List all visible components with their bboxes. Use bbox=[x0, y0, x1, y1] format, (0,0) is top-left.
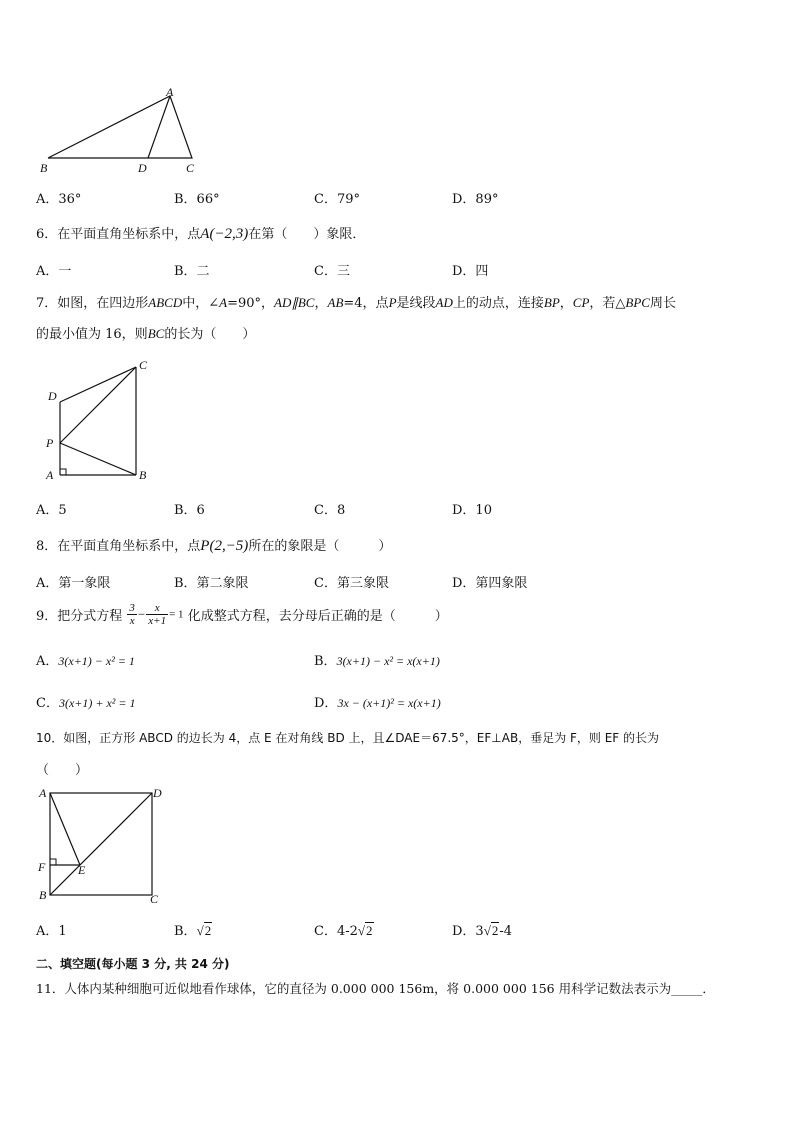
q10-option-d[interactable] bbox=[452, 920, 512, 939]
q9-option-b[interactable] bbox=[314, 650, 440, 669]
q6-point: A(−2,3) bbox=[200, 226, 249, 242]
q9-suffix: 化成整式方程，去分母后正确的是（ ） bbox=[187, 609, 448, 624]
label-d: D bbox=[48, 389, 57, 403]
q6-prefix: 6．在平面直角坐标系中，点 bbox=[36, 227, 201, 242]
q9-option-c[interactable] bbox=[36, 692, 136, 711]
label-p: P bbox=[46, 436, 54, 450]
q5-option-d[interactable]: D．89° bbox=[452, 192, 499, 207]
label-d: D bbox=[138, 161, 147, 175]
q7-p: P bbox=[388, 295, 397, 310]
q7-text: =4，点 bbox=[343, 296, 389, 311]
section-title-fill-in: 二、填空题(每小题 3 分, 共 24 分) bbox=[36, 957, 230, 971]
q10-stem-line2: （ ） bbox=[36, 763, 89, 778]
q9-f2-den: x+1 bbox=[148, 615, 167, 627]
q6-option-a[interactable]: A．一 bbox=[36, 264, 72, 279]
q7-cp: CP bbox=[572, 295, 590, 310]
q6-option-c[interactable]: C．三 bbox=[314, 264, 350, 279]
q10-option-b[interactable] bbox=[174, 920, 212, 939]
q9-option-c-expr: 3(x+1) + x² = 1 bbox=[58, 696, 136, 710]
q6-suffix: 在第（ ）象限． bbox=[248, 227, 366, 242]
q10-option-d-radicand: 2 bbox=[491, 923, 499, 938]
q8-point: P(2,−5) bbox=[200, 538, 249, 554]
label-a: A bbox=[46, 468, 54, 482]
q7-bc: BC bbox=[147, 326, 165, 341]
q9-f1-num: 3 bbox=[129, 602, 135, 614]
triangle-figure-q5 bbox=[36, 86, 206, 176]
q7-text: =90°， bbox=[227, 296, 275, 311]
q7-stem-line1 bbox=[36, 292, 676, 311]
q7-text: ，若△ bbox=[589, 296, 626, 311]
q11-stem bbox=[36, 979, 715, 997]
q7-angle-a: A bbox=[219, 295, 228, 310]
q9-option-a-expr: 3(x+1) − x² = 1 bbox=[58, 654, 135, 668]
q9-fraction-1 bbox=[127, 602, 137, 627]
q9-stem bbox=[36, 602, 448, 627]
q7-option-a[interactable]: A．5 bbox=[36, 503, 67, 518]
q10-stem-line1: 10．如图，正方形 ABCD 的边长为 4，点 E 在对角线 BD 上，且∠DAE＝67.5°，EF⊥AB，垂足为 F，则 EF 的长为 bbox=[36, 731, 660, 745]
q9-f1-den: x bbox=[129, 615, 135, 627]
q7-stem-line2 bbox=[36, 323, 255, 342]
q11-end: ． bbox=[702, 981, 715, 996]
q8-option-a[interactable]: A．第一象限 bbox=[36, 576, 111, 591]
q7-option-c[interactable]: C．8 bbox=[314, 503, 346, 518]
q10-option-b-label: B． bbox=[174, 924, 197, 939]
q10-option-a[interactable]: A．1 bbox=[36, 924, 67, 939]
q7-ab: AB bbox=[327, 295, 344, 310]
sqrt-icon: √2 bbox=[196, 923, 212, 938]
q8-option-c[interactable]: C．第三象限 bbox=[314, 576, 389, 591]
q10-option-c-label: C．4-2 bbox=[314, 924, 358, 939]
q7-text: 7．如图，在四边形 bbox=[36, 296, 149, 311]
q6-option-d[interactable]: D．四 bbox=[452, 264, 489, 279]
q8-prefix: 8．在平面直角坐标系中，点 bbox=[36, 539, 201, 554]
label-b: B bbox=[39, 888, 47, 902]
q9-option-b-label: B． bbox=[314, 654, 337, 669]
q5-option-b[interactable]: B．66° bbox=[174, 192, 220, 207]
q9-option-a-label: A． bbox=[36, 654, 59, 669]
q7-text: 上的动点，连接 bbox=[452, 296, 544, 311]
q7-text: ， bbox=[314, 296, 328, 311]
q5-option-c[interactable]: C．79° bbox=[314, 192, 360, 207]
quadrilateral-figure-q7 bbox=[40, 355, 160, 490]
q9-option-a[interactable] bbox=[36, 650, 135, 669]
q7-text: ， bbox=[559, 296, 573, 311]
q9-eq: = 1 bbox=[169, 608, 184, 621]
label-f: F bbox=[38, 860, 46, 874]
q9-prefix: 9．把分式方程 bbox=[36, 609, 123, 624]
q8-option-d[interactable]: D．第四象限 bbox=[452, 576, 528, 591]
q7-option-d[interactable]: D．10 bbox=[452, 503, 492, 518]
q7-ad-parallel-bc: AD∥BC bbox=[274, 295, 315, 310]
q10-option-d-tail: -4 bbox=[499, 924, 513, 939]
q7-text: 的最小值为 16，则 bbox=[36, 327, 148, 342]
q9-option-d-label: D． bbox=[314, 696, 338, 711]
q9-option-d-expr: 3x − (x+1)² = x(x+1) bbox=[337, 696, 441, 710]
q8-suffix: 所在的象限是（ ） bbox=[248, 539, 392, 554]
label-d: D bbox=[153, 786, 162, 800]
q5-option-a[interactable]: A．36° bbox=[36, 192, 82, 207]
q7-text: 周长 bbox=[649, 296, 676, 311]
q11-blank[interactable]: _____ bbox=[671, 981, 703, 996]
q8-option-b[interactable]: B．第二象限 bbox=[174, 576, 249, 591]
q7-text: 中，∠ bbox=[182, 296, 220, 311]
label-c: C bbox=[186, 161, 195, 175]
q11-text: 11．人体内某种细胞可近似地看作球体，它的直径为 0.000 000 156m，将 0.000 000 156 用科学记数法表示为 bbox=[36, 981, 672, 996]
q7-ad: AD bbox=[435, 295, 453, 310]
q7-option-b[interactable]: B．6 bbox=[174, 503, 205, 518]
q10-option-c[interactable] bbox=[314, 920, 374, 939]
label-a: A bbox=[166, 86, 174, 99]
q7-abcd: ABCD bbox=[148, 295, 183, 310]
q7-text: 是线段 bbox=[396, 296, 436, 311]
q10-option-b-radicand: 2 bbox=[204, 923, 212, 938]
q10-option-c-radicand: 2 bbox=[366, 923, 373, 938]
q9-option-b-expr: 3(x+1) − x² = x(x+1) bbox=[336, 654, 440, 668]
q9-fraction-2 bbox=[146, 602, 168, 627]
q10-option-d-label: D．3 bbox=[452, 924, 484, 939]
q7-bp: BP bbox=[543, 295, 560, 310]
label-b: B bbox=[139, 468, 147, 482]
q6-stem bbox=[36, 223, 365, 243]
q9-option-d[interactable] bbox=[314, 692, 441, 711]
q9-f2-num: x bbox=[146, 602, 168, 615]
q9-minus: − bbox=[137, 606, 146, 622]
sqrt-icon: √2 bbox=[357, 923, 373, 938]
square-figure-q10 bbox=[36, 785, 171, 905]
label-a: A bbox=[39, 786, 47, 800]
label-c: C bbox=[150, 892, 159, 905]
label-c: C bbox=[139, 358, 148, 372]
q8-stem bbox=[36, 535, 391, 555]
label-b: B bbox=[40, 161, 48, 175]
q7-text: 的长为（ ） bbox=[164, 327, 256, 342]
q9-option-c-label: C． bbox=[36, 696, 59, 711]
q7-bpc: BPC bbox=[625, 295, 650, 310]
q6-option-b[interactable]: B．二 bbox=[174, 264, 210, 279]
sqrt-icon: √2 bbox=[483, 923, 499, 938]
label-e: E bbox=[78, 863, 86, 877]
